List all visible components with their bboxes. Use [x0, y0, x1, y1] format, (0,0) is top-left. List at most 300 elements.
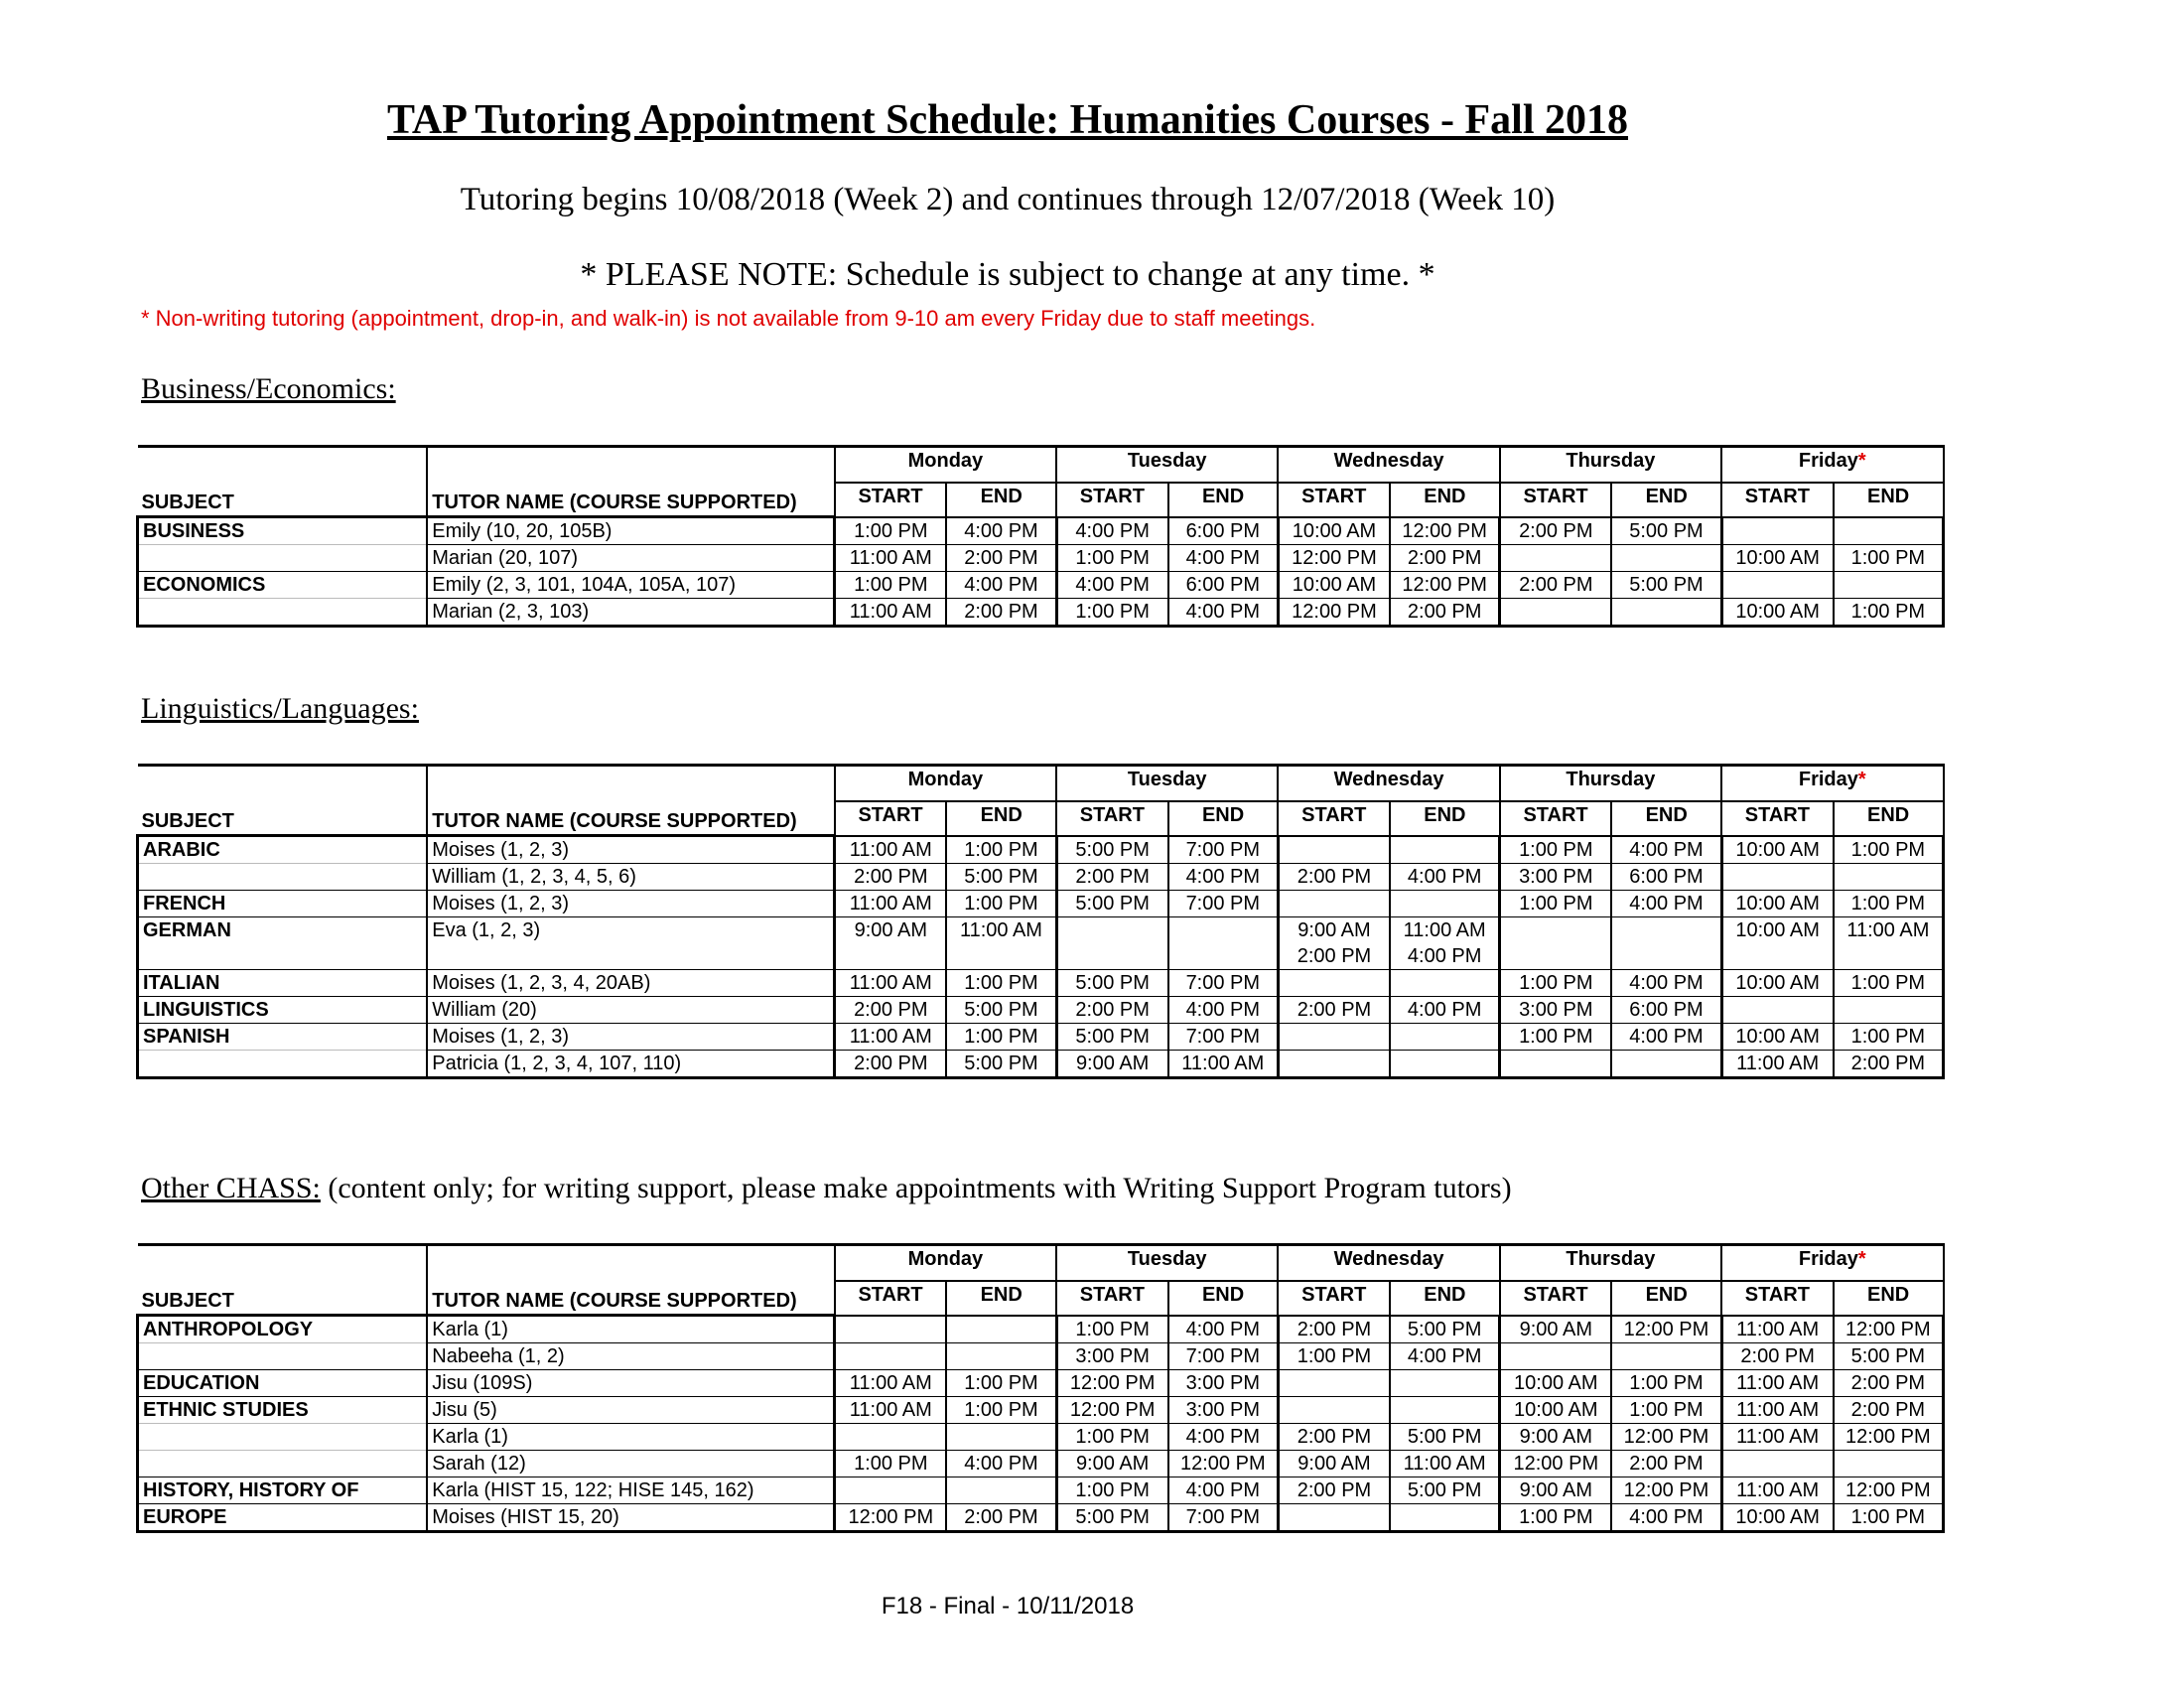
time-cell: 2:00 PM [1390, 599, 1500, 627]
time-cell: 12:00 PM [1278, 599, 1390, 627]
subject-cell: ITALIAN [138, 970, 428, 997]
time-cell: 5:00 PM [1390, 1424, 1500, 1451]
time-cell [1834, 572, 1944, 599]
header-start: START [1056, 483, 1168, 516]
section-heading-languages: Linguistics/Languages: [141, 692, 419, 725]
time-cell: 1:00 PM [1500, 891, 1612, 917]
time-cell: 1:00 PM [1834, 545, 1944, 572]
time-cell: 2:00 PM [1500, 572, 1612, 599]
table-row [138, 517, 1944, 545]
subject-cell: EUROPE [138, 1504, 428, 1532]
time-cell: 4:00 PM [1611, 1024, 1721, 1051]
time-cell: 11:00 AM [835, 891, 947, 917]
subject-cell: LINGUISTICS [138, 997, 428, 1024]
header-day-friday: Friday* [1721, 766, 1943, 802]
time-cell: 5:00 PM [946, 997, 1056, 1024]
header-tutor: TUTOR NAME (COURSE SUPPORTED) [427, 1245, 834, 1316]
time-cell: 9:00 AM [1056, 1451, 1168, 1477]
time-cell: 1:00 PM [1500, 1024, 1612, 1051]
time-cell: 2:00 PM [946, 1504, 1056, 1532]
time-cell: 5:00 PM [1056, 1024, 1168, 1051]
time-cell [1834, 864, 1944, 891]
time-cell: 6:00 PM [1168, 517, 1279, 545]
time-cell: 4:00 PM [1168, 599, 1279, 627]
tutor-cell: Marian (20, 107) [427, 545, 834, 572]
header-start: START [1721, 483, 1834, 516]
time-cell [1834, 1451, 1944, 1477]
schedule-table-languages [136, 764, 1945, 1079]
time-cell: 7:00 PM [1168, 970, 1279, 997]
header-tutor: TUTOR NAME (COURSE SUPPORTED) [427, 447, 834, 517]
time-cell: 11:00 AM [835, 836, 947, 864]
time-cell [1500, 599, 1612, 627]
subject-cell: GERMAN [138, 917, 428, 970]
tutor-cell: Jisu (5) [427, 1397, 834, 1424]
time-cell: 4:00 PM [1390, 864, 1500, 891]
time-cell [1278, 1397, 1390, 1424]
friday-staff-meeting-note: * Non-writing tutoring (appointment, drop-in, and walk-in) is not available from 9-10 am every Friday due to staff meetings. [141, 306, 1316, 331]
time-cell: 1:00 PM [946, 891, 1056, 917]
tutor-cell: Moises (1, 2, 3, 4, 20AB) [427, 970, 834, 997]
time-cell [1278, 836, 1390, 864]
tutor-cell: Marian (2, 3, 103) [427, 599, 834, 627]
time-cell: 1:00 PM [1056, 1316, 1168, 1343]
time-cell: 12:00 PM [1390, 517, 1500, 545]
header-end: END [1834, 483, 1944, 516]
time-cell [1278, 891, 1390, 917]
time-cell [1390, 1397, 1500, 1424]
time-cell: 2:00 PM [835, 997, 947, 1024]
time-cell: 10:00 AM [1500, 1370, 1612, 1397]
header-day-wednesday: Wednesday [1278, 1245, 1499, 1282]
time-cell: 1:00 PM [1834, 836, 1944, 864]
tutor-cell: Karla (HIST 15, 122; HISE 145, 162) [427, 1477, 834, 1504]
time-cell: 5:00 PM [1056, 1504, 1168, 1532]
time-cell: 4:00 PM [1056, 517, 1168, 545]
time-cell: 11:00 AM [1721, 1370, 1834, 1397]
time-cell [1390, 1504, 1500, 1532]
tutor-cell: Jisu (109S) [427, 1370, 834, 1397]
time-cell [1611, 917, 1721, 970]
time-cell: 4:00 PM [1390, 1343, 1500, 1370]
time-cell: 2:00 PM [946, 599, 1056, 627]
header-end: END [946, 483, 1056, 516]
tutor-cell: Nabeeha (1, 2) [427, 1343, 834, 1370]
time-cell: 11:00 AM [835, 545, 947, 572]
time-cell: 1:00 PM [946, 1024, 1056, 1051]
tutor-cell: William (1, 2, 3, 4, 5, 6) [427, 864, 834, 891]
time-cell: 9:00 AM [1500, 1424, 1612, 1451]
time-cell: 2:00 PM [1278, 997, 1390, 1024]
table-row [138, 1477, 1944, 1504]
tutor-cell: Eva (1, 2, 3) [427, 917, 834, 970]
time-cell: 11:00 AM [1168, 1051, 1279, 1078]
header-subject: SUBJECT [138, 1245, 428, 1316]
time-cell: 11:00 AM [1721, 1397, 1834, 1424]
time-cell: 3:00 PM [1500, 997, 1612, 1024]
time-cell [1721, 997, 1834, 1024]
time-cell [1390, 891, 1500, 917]
subject-cell [138, 1451, 428, 1477]
header-start: START [1500, 801, 1612, 835]
time-cell: 5:00 PM [1056, 836, 1168, 864]
header-end: END [946, 1281, 1056, 1315]
time-cell: 2:00 PM [1278, 1424, 1390, 1451]
time-cell: 12:00 PM [1834, 1424, 1944, 1451]
time-cell: 9:00 AM [1056, 1051, 1168, 1078]
time-cell: 2:00 PM [835, 864, 947, 891]
time-cell: 5:00 PM [946, 864, 1056, 891]
table-row [138, 1024, 1944, 1051]
page-subtitle: Tutoring begins 10/08/2018 (Week 2) and continues through 12/07/2018 (Week 10) [460, 182, 1556, 217]
time-cell: 1:00 PM [1834, 1024, 1944, 1051]
header-start: START [1721, 801, 1834, 835]
time-cell [1278, 1024, 1390, 1051]
time-cell: 5:00 PM [1390, 1316, 1500, 1343]
time-cell [835, 1316, 947, 1343]
time-cell: 11:00 AM [835, 1024, 947, 1051]
time-cell: 1:00 PM [946, 970, 1056, 997]
time-cell: 10:00 AM [1500, 1397, 1612, 1424]
table-row [138, 1343, 1944, 1370]
time-cell [1390, 1024, 1500, 1051]
time-cell: 11:00 AM [1721, 1477, 1834, 1504]
header-start: START [1056, 801, 1168, 835]
time-cell: 3:00 PM [1168, 1370, 1279, 1397]
table-row [138, 1370, 1944, 1397]
subject-cell [138, 864, 428, 891]
time-cell: 1:00 PM [1056, 1477, 1168, 1504]
time-cell: 5:00 PM [1611, 572, 1721, 599]
header-start: START [1500, 483, 1612, 516]
time-cell [1500, 545, 1612, 572]
time-cell: 9:00 AM [1500, 1316, 1612, 1343]
time-cell: 1:00 PM [1056, 599, 1168, 627]
header-end: END [1390, 801, 1500, 835]
time-cell: 1:00 PM [1500, 970, 1612, 997]
time-cell: 9:00 AM [1278, 1451, 1390, 1477]
time-cell [1168, 917, 1279, 970]
header-day-tuesday: Tuesday [1056, 447, 1278, 484]
time-cell: 2:00 PM [1278, 1477, 1390, 1504]
header-day-tuesday: Tuesday [1056, 766, 1278, 802]
time-cell: 11:00 AM [946, 917, 1056, 970]
header-day-thursday: Thursday [1500, 447, 1721, 484]
subject-cell [138, 599, 428, 627]
header-start: START [1500, 1281, 1612, 1315]
header-start: START [1721, 1281, 1834, 1315]
time-cell [835, 1424, 947, 1451]
time-cell: 5:00 PM [1056, 891, 1168, 917]
subject-cell: HISTORY, HISTORY OF [138, 1477, 428, 1504]
table-row [138, 1051, 1944, 1078]
table-row [138, 836, 1944, 864]
time-cell: 12:00 PM [1056, 1370, 1168, 1397]
time-cell: 1:00 PM [835, 572, 947, 599]
time-cell [1721, 1451, 1834, 1477]
time-cell: 2:00 PM [946, 545, 1056, 572]
table-row [138, 1424, 1944, 1451]
time-cell: 4:00 PM [1168, 864, 1279, 891]
time-cell: 2:00 PM [1500, 517, 1612, 545]
time-cell: 10:00 AM [1721, 1024, 1834, 1051]
tutor-cell: Moises (1, 2, 3) [427, 836, 834, 864]
time-cell [1611, 1343, 1721, 1370]
schedule-table-other-chass [136, 1243, 1945, 1533]
table-row [138, 1316, 1944, 1343]
time-cell: 5:00 PM [1056, 970, 1168, 997]
tutor-cell: Emily (2, 3, 101, 104A, 105A, 107) [427, 572, 834, 599]
time-cell [1500, 1051, 1612, 1078]
time-cell: 12:00 PM [1611, 1424, 1721, 1451]
time-cell: 2:00 PM [1390, 545, 1500, 572]
time-cell: 6:00 PM [1168, 572, 1279, 599]
time-cell: 6:00 PM [1611, 997, 1721, 1024]
time-cell [835, 1343, 947, 1370]
tutor-cell: Karla (1) [427, 1424, 834, 1451]
time-cell: 10:00 AM [1278, 572, 1390, 599]
time-cell: 3:00 PM [1168, 1397, 1279, 1424]
time-cell: 12:00 PM [1390, 572, 1500, 599]
table-row [138, 917, 1944, 970]
time-cell: 1:00 PM [1834, 599, 1944, 627]
page-footer: F18 - Final - 10/11/2018 [881, 1593, 1135, 1619]
time-cell: 12:00 PM [1611, 1477, 1721, 1504]
tutor-cell: Moises (1, 2, 3) [427, 1024, 834, 1051]
time-cell: 4:00 PM [1168, 1477, 1279, 1504]
time-cell: 7:00 PM [1168, 1343, 1279, 1370]
time-cell: 4:00 PM [1611, 1504, 1721, 1532]
header-day-thursday: Thursday [1500, 766, 1721, 802]
time-cell: 6:00 PM [1611, 864, 1721, 891]
time-cell: 10:00 AM [1721, 917, 1834, 970]
header-start: START [1278, 801, 1390, 835]
time-cell: 1:00 PM [835, 517, 947, 545]
header-start: START [1278, 1281, 1390, 1315]
time-cell: 11:00 AM [1721, 1424, 1834, 1451]
header-end: END [1834, 1281, 1944, 1315]
header-tutor: TUTOR NAME (COURSE SUPPORTED) [427, 766, 834, 836]
time-cell: 11:00 AM [835, 599, 947, 627]
time-cell: 2:00 PM [1278, 864, 1390, 891]
time-cell [1278, 1051, 1390, 1078]
time-cell: 1:00 PM [1500, 836, 1612, 864]
time-cell: 11:00 AM [1390, 1451, 1500, 1477]
time-cell [835, 1477, 947, 1504]
time-cell: 4:00 PM [1168, 1316, 1279, 1343]
header-day-monday: Monday [835, 1245, 1056, 1282]
time-cell [1500, 917, 1612, 970]
time-cell: 12:00 PM [1056, 1397, 1168, 1424]
header-subject: SUBJECT [138, 447, 428, 517]
subject-cell: ECONOMICS [138, 572, 428, 599]
header-end: END [1390, 483, 1500, 516]
time-cell: 1:00 PM [1834, 891, 1944, 917]
page-title: TAP Tutoring Appointment Schedule: Humanities Courses - Fall 2018 [386, 97, 1629, 143]
time-cell: 2:00 PM [1834, 1370, 1944, 1397]
time-cell: 7:00 PM [1168, 891, 1279, 917]
time-cell: 10:00 AM [1721, 1504, 1834, 1532]
time-cell: 5:00 PM [1611, 517, 1721, 545]
header-day-friday: Friday* [1721, 1245, 1943, 1282]
time-cell: 1:00 PM [946, 1397, 1056, 1424]
time-cell: 5:00 PM [1390, 1477, 1500, 1504]
header-subject: SUBJECT [138, 766, 428, 836]
table-row [138, 572, 1944, 599]
time-cell: 1:00 PM [1834, 970, 1944, 997]
time-cell [1390, 970, 1500, 997]
subject-cell [138, 1424, 428, 1451]
time-cell: 4:00 PM [946, 572, 1056, 599]
time-cell: 1:00 PM [1500, 1504, 1612, 1532]
table-row [138, 997, 1944, 1024]
time-cell: 11:00 AM [1721, 1051, 1834, 1078]
time-cell [1611, 545, 1721, 572]
time-cell [1390, 1051, 1500, 1078]
time-cell: 5:00 PM [946, 1051, 1056, 1078]
section-heading-business: Business/Economics: [141, 372, 396, 405]
tutor-cell: Sarah (12) [427, 1451, 834, 1477]
tutor-cell: Emily (10, 20, 105B) [427, 517, 834, 545]
time-cell: 5:00 PM [1834, 1343, 1944, 1370]
time-cell: 4:00 PM [1611, 970, 1721, 997]
time-cell: 1:00 PM [1278, 1343, 1390, 1370]
time-cell: 2:00 PM [835, 1051, 947, 1078]
time-cell: 4:00 PM [1168, 997, 1279, 1024]
time-cell: 1:00 PM [1834, 1504, 1944, 1532]
tutor-cell: Karla (1) [427, 1316, 834, 1343]
time-cell: 1:00 PM [1611, 1397, 1721, 1424]
header-start: START [1056, 1281, 1168, 1315]
header-day-wednesday: Wednesday [1278, 766, 1499, 802]
time-cell: 2:00 PM [1834, 1397, 1944, 1424]
time-cell [1500, 1343, 1612, 1370]
time-cell: 11:00 AM [1721, 1316, 1834, 1343]
time-cell: 7:00 PM [1168, 1024, 1279, 1051]
table-row [138, 864, 1944, 891]
time-cell: 10:00 AM [1278, 517, 1390, 545]
time-cell [1390, 836, 1500, 864]
time-cell: 12:00 PM [835, 1504, 947, 1532]
header-day-monday: Monday [835, 766, 1056, 802]
subject-cell: ETHNIC STUDIES [138, 1397, 428, 1424]
time-cell: 12:00 PM [1834, 1477, 1944, 1504]
header-start: START [835, 801, 947, 835]
time-cell: 11:00 AM [835, 970, 947, 997]
tutor-cell: Moises (HIST 15, 20) [427, 1504, 834, 1532]
time-cell: 1:00 PM [946, 1370, 1056, 1397]
time-cell: 3:00 PM [1056, 1343, 1168, 1370]
header-day-thursday: Thursday [1500, 1245, 1721, 1282]
time-cell: 2:00 PM [1721, 1343, 1834, 1370]
time-cell: 12:00 PM [1611, 1316, 1721, 1343]
time-cell: 4:00 PM [1611, 836, 1721, 864]
subject-cell: ARABIC [138, 836, 428, 864]
header-end: END [1611, 1281, 1721, 1315]
time-cell [1721, 517, 1834, 545]
time-cell: 11:00 AM [1834, 917, 1944, 970]
table-row [138, 1504, 1944, 1532]
time-cell: 11:00 AM [835, 1397, 947, 1424]
tutor-cell: William (20) [427, 997, 834, 1024]
time-cell: 4:00 PM [1168, 1424, 1279, 1451]
subject-cell [138, 1343, 428, 1370]
time-cell: 9:00 AM [835, 917, 947, 970]
subject-cell: FRENCH [138, 891, 428, 917]
time-cell [946, 1343, 1056, 1370]
time-cell [1278, 970, 1390, 997]
time-cell: 4:00 PM [946, 517, 1056, 545]
table-row [138, 599, 1944, 627]
header-day-friday: Friday* [1721, 447, 1943, 484]
header-end: END [1390, 1281, 1500, 1315]
header-end: END [1168, 801, 1279, 835]
time-cell: 4:00 PM [1390, 997, 1500, 1024]
time-cell: 1:00 PM [1056, 545, 1168, 572]
time-cell [1721, 864, 1834, 891]
time-cell: 12:00 PM [1278, 545, 1390, 572]
schedule-table-business [136, 445, 1945, 628]
time-cell: 4:00 PM [1056, 572, 1168, 599]
header-day-wednesday: Wednesday [1278, 447, 1499, 484]
time-cell: 10:00 AM [1721, 891, 1834, 917]
header-end: END [1168, 1281, 1279, 1315]
time-cell: 11:00 AM 4:00 PM [1390, 917, 1500, 970]
time-cell: 3:00 PM [1500, 864, 1612, 891]
time-cell: 10:00 AM [1721, 599, 1834, 627]
header-start: START [835, 483, 947, 516]
time-cell: 12:00 PM [1168, 1451, 1279, 1477]
time-cell: 4:00 PM [1611, 891, 1721, 917]
tutor-cell: Moises (1, 2, 3) [427, 891, 834, 917]
schedule-change-note: * PLEASE NOTE: Schedule is subject to change at any time. * [580, 256, 1435, 293]
time-cell [1611, 1051, 1721, 1078]
header-end: END [946, 801, 1056, 835]
table-row [138, 1451, 1944, 1477]
time-cell [1390, 1370, 1500, 1397]
table-row [138, 970, 1944, 997]
tutor-cell: Patricia (1, 2, 3, 4, 107, 110) [427, 1051, 834, 1078]
table-row [138, 1397, 1944, 1424]
time-cell: 10:00 AM [1721, 970, 1834, 997]
time-cell [946, 1316, 1056, 1343]
time-cell: 1:00 PM [835, 1451, 947, 1477]
time-cell: 4:00 PM [1168, 545, 1279, 572]
time-cell: 9:00 AM 2:00 PM [1278, 917, 1390, 970]
time-cell: 4:00 PM [946, 1451, 1056, 1477]
time-cell: 1:00 PM [1611, 1370, 1721, 1397]
time-cell [1834, 997, 1944, 1024]
subject-cell [138, 545, 428, 572]
time-cell: 1:00 PM [946, 836, 1056, 864]
header-start: START [1278, 483, 1390, 516]
time-cell [1721, 572, 1834, 599]
time-cell [1056, 917, 1168, 970]
header-start: START [835, 1281, 947, 1315]
time-cell [1278, 1370, 1390, 1397]
header-end: END [1611, 801, 1721, 835]
time-cell: 2:00 PM [1056, 997, 1168, 1024]
header-day-tuesday: Tuesday [1056, 1245, 1278, 1282]
time-cell: 2:00 PM [1056, 864, 1168, 891]
subject-cell: EDUCATION [138, 1370, 428, 1397]
header-day-monday: Monday [835, 447, 1056, 484]
time-cell [1611, 599, 1721, 627]
time-cell [1278, 1504, 1390, 1532]
time-cell: 10:00 AM [1721, 545, 1834, 572]
section-heading-other-chass: Other CHASS: (content only; for writing support, please make appointments with Writing Support Program tutors) [141, 1172, 1512, 1204]
time-cell: 1:00 PM [1056, 1424, 1168, 1451]
